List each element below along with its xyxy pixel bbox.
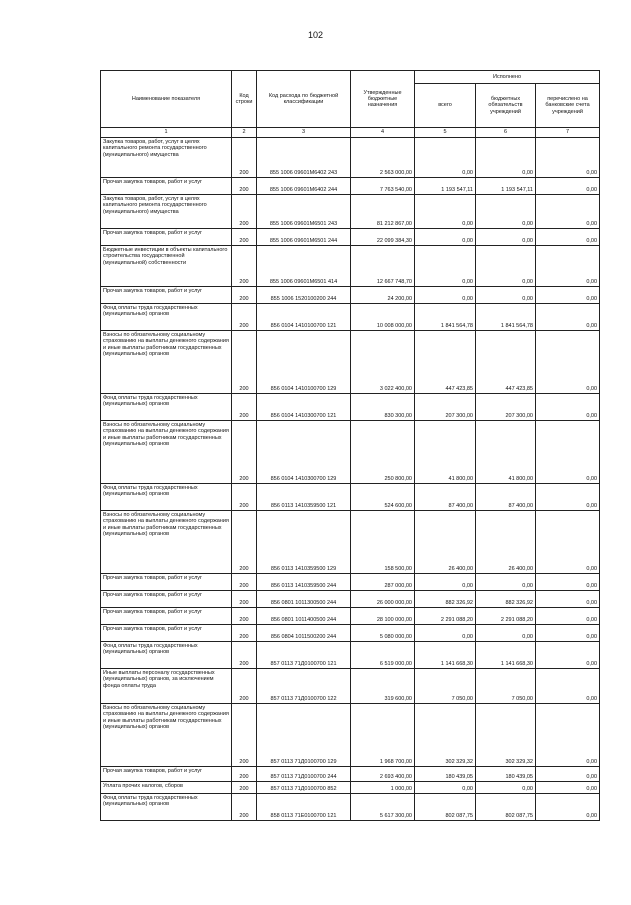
row-budget-cell: 0,00 <box>476 625 536 642</box>
table-row <box>101 246 600 287</box>
row-budget-cell: 0,00 <box>476 246 536 287</box>
row-code-cell: 200 <box>232 229 257 246</box>
row-budget-cell: 2 291 088,20 <box>476 608 536 625</box>
header-name: Наименование показателя <box>101 71 232 128</box>
column-number: 1 <box>101 128 232 138</box>
table-row <box>101 704 600 767</box>
row-bank-cell: 0,00 <box>536 794 600 821</box>
row-total-cell: 447 423,85 <box>415 331 476 394</box>
row-total-cell: 0,00 <box>415 138 476 178</box>
row-bank-cell: 0,00 <box>536 704 600 767</box>
row-bank-cell: 0,00 <box>536 574 600 591</box>
row-total-cell: 7 050,00 <box>415 669 476 704</box>
row-name-cell: Закупка товаров, работ, услуг в целях капитального ремонта государственного (муниципального) имущества <box>101 138 232 178</box>
row-name-cell: Прочая закупка товаров, работ и услуг <box>101 574 232 591</box>
row-code-cell: 200 <box>232 331 257 394</box>
row-approved-cell: 250 800,00 <box>351 421 415 484</box>
row-approved-cell: 81 212 867,00 <box>351 195 415 229</box>
row-bank-cell: 0,00 <box>536 625 600 642</box>
table-row <box>101 484 600 511</box>
row-approved-cell: 28 100 000,00 <box>351 608 415 625</box>
row-bank-cell: 0,00 <box>536 178 600 195</box>
row-budget-cell: 0,00 <box>476 287 536 304</box>
row-total-cell: 87 400,00 <box>415 484 476 511</box>
row-name-cell: Взносы по обязательному социальному страхованию на выплаты денежного содержания и иные выплаты работникам государственных (муниципальных) органов <box>101 511 232 574</box>
row-classification-cell: 855 1006 09601М6402 243 <box>257 138 351 178</box>
row-bank-cell: 0,00 <box>536 138 600 178</box>
row-budget-cell: 1 141 668,30 <box>476 642 536 669</box>
row-code-cell: 200 <box>232 642 257 669</box>
header-total: всего <box>415 84 476 128</box>
row-budget-cell: 26 400,00 <box>476 511 536 574</box>
table-row <box>101 642 600 669</box>
row-approved-cell: 2 693 400,00 <box>351 767 415 782</box>
row-total-cell: 207 300,00 <box>415 394 476 421</box>
header-approved: Утвержденные бюджетные назначения <box>351 71 415 128</box>
row-name-cell: Прочая закупка товаров, работ и услуг <box>101 178 232 195</box>
row-budget-cell: 882 326,92 <box>476 591 536 608</box>
column-number: 3 <box>257 128 351 138</box>
table-row <box>101 669 600 704</box>
row-code-cell: 200 <box>232 591 257 608</box>
row-bank-cell: 0,00 <box>536 642 600 669</box>
row-budget-cell: 180 439,05 <box>476 767 536 782</box>
row-bank-cell: 0,00 <box>536 304 600 331</box>
row-total-cell: 26 400,00 <box>415 511 476 574</box>
row-name-cell: Фонд оплаты труда государственных (муниципальных) органов <box>101 394 232 421</box>
row-total-cell: 0,00 <box>415 229 476 246</box>
header-executed-group: Исполнено <box>415 71 600 84</box>
row-classification-cell: 857 0113 71Д0100700 121 <box>257 642 351 669</box>
table-row <box>101 625 600 642</box>
row-code-cell: 200 <box>232 511 257 574</box>
row-classification-cell: 856 0113 1410359500 244 <box>257 574 351 591</box>
row-name-cell: Прочая закупка товаров, работ и услуг <box>101 767 232 782</box>
column-number: 7 <box>536 128 600 138</box>
row-name-cell: Прочая закупка товаров, работ и услуг <box>101 287 232 304</box>
column-number: 5 <box>415 128 476 138</box>
row-name-cell: Иные выплаты персоналу государственных (муниципальных) органов, за исключением фонда оплаты труда <box>101 669 232 704</box>
row-total-cell: 0,00 <box>415 574 476 591</box>
row-budget-cell: 1 841 564,78 <box>476 304 536 331</box>
row-name-cell: Бюджетные инвестиции в объекты капитального строительства государственной (муниципальной) собственности <box>101 246 232 287</box>
row-budget-cell: 41 800,00 <box>476 421 536 484</box>
row-approved-cell: 12 667 748,70 <box>351 246 415 287</box>
row-bank-cell: 0,00 <box>536 782 600 794</box>
table-row <box>101 794 600 821</box>
row-name-cell: Прочая закупка товаров, работ и услуг <box>101 229 232 246</box>
row-bank-cell: 0,00 <box>536 669 600 704</box>
row-code-cell: 200 <box>232 246 257 287</box>
row-classification-cell: 856 0104 1410100700 129 <box>257 331 351 394</box>
row-name-cell: Прочая закупка товаров, работ и услуг <box>101 625 232 642</box>
row-budget-cell: 0,00 <box>476 574 536 591</box>
table-row <box>101 287 600 304</box>
row-name-cell: Фонд оплаты труда государственных (муниципальных) органов <box>101 642 232 669</box>
row-name-cell: Фонд оплаты труда государственных (муниципальных) органов <box>101 484 232 511</box>
row-code-cell: 200 <box>232 287 257 304</box>
row-classification-cell: 857 0113 71Д0100700 244 <box>257 767 351 782</box>
row-code-cell: 200 <box>232 767 257 782</box>
row-classification-cell: 856 0104 1410300700 121 <box>257 394 351 421</box>
row-approved-cell: 22 099 384,30 <box>351 229 415 246</box>
table-row <box>101 178 600 195</box>
row-bank-cell: 0,00 <box>536 608 600 625</box>
row-classification-cell: 856 0104 1410100700 121 <box>257 304 351 331</box>
header-code: Код строки <box>232 71 257 128</box>
row-approved-cell: 24 200,00 <box>351 287 415 304</box>
row-approved-cell: 5 080 000,00 <box>351 625 415 642</box>
row-approved-cell: 1 968 700,00 <box>351 704 415 767</box>
row-bank-cell: 0,00 <box>536 229 600 246</box>
row-approved-cell: 830 300,00 <box>351 394 415 421</box>
row-approved-cell: 10 008 000,00 <box>351 304 415 331</box>
row-classification-cell: 856 0113 1410359500 129 <box>257 511 351 574</box>
row-total-cell: 0,00 <box>415 782 476 794</box>
row-bank-cell: 0,00 <box>536 287 600 304</box>
table-row <box>101 304 600 331</box>
row-total-cell: 0,00 <box>415 246 476 287</box>
row-total-cell: 0,00 <box>415 287 476 304</box>
table-row <box>101 767 600 782</box>
table-row <box>101 394 600 421</box>
row-approved-cell: 3 022 400,00 <box>351 331 415 394</box>
row-budget-cell: 802 087,75 <box>476 794 536 821</box>
row-code-cell: 200 <box>232 704 257 767</box>
row-approved-cell: 2 563 000,00 <box>351 138 415 178</box>
row-code-cell: 200 <box>232 794 257 821</box>
row-approved-cell: 524 600,00 <box>351 484 415 511</box>
row-code-cell: 200 <box>232 195 257 229</box>
row-total-cell: 0,00 <box>415 625 476 642</box>
row-code-cell: 200 <box>232 394 257 421</box>
row-name-cell: Фонд оплаты труда государственных (муниципальных) органов <box>101 794 232 821</box>
row-name-cell: Взносы по обязательному социальному страхованию на выплаты денежного содержания и иные выплаты работникам государственных (муниципальных) органов <box>101 331 232 394</box>
row-name-cell: Уплата прочих налогов, сборов <box>101 782 232 794</box>
row-classification-cell: 857 0113 71Д0100700 122 <box>257 669 351 704</box>
table-body <box>101 138 600 821</box>
row-budget-cell: 1 193 547,11 <box>476 178 536 195</box>
row-budget-cell: 0,00 <box>476 138 536 178</box>
row-approved-cell: 26 000 000,00 <box>351 591 415 608</box>
row-code-cell: 200 <box>232 421 257 484</box>
row-classification-cell: 855 1006 09601М6402 244 <box>257 178 351 195</box>
row-code-cell: 200 <box>232 608 257 625</box>
row-budget-cell: 7 050,00 <box>476 669 536 704</box>
row-name-cell: Фонд оплаты труда государственных (муниципальных) органов <box>101 304 232 331</box>
row-approved-cell: 158 500,00 <box>351 511 415 574</box>
row-code-cell: 200 <box>232 782 257 794</box>
row-name-cell: Взносы по обязательному социальному страхованию на выплаты денежного содержания и иные выплаты работникам государственных (муниципальных) органов <box>101 421 232 484</box>
row-total-cell: 1 193 547,11 <box>415 178 476 195</box>
row-total-cell: 1 141 668,30 <box>415 642 476 669</box>
row-approved-cell: 5 617 300,00 <box>351 794 415 821</box>
row-bank-cell: 0,00 <box>536 421 600 484</box>
row-total-cell: 0,00 <box>415 195 476 229</box>
table-row <box>101 229 600 246</box>
table-row <box>101 782 600 794</box>
row-budget-cell: 447 423,85 <box>476 331 536 394</box>
row-classification-cell: 855 1006 1520100200 244 <box>257 287 351 304</box>
header-classification: Код расхода по бюджетной классификации <box>257 71 351 128</box>
column-number: 2 <box>232 128 257 138</box>
row-classification-cell: 856 0801 1011400500 244 <box>257 608 351 625</box>
row-budget-cell: 0,00 <box>476 229 536 246</box>
row-code-cell: 200 <box>232 669 257 704</box>
table-row <box>101 331 600 394</box>
row-approved-cell: 319 600,00 <box>351 669 415 704</box>
row-total-cell: 882 326,92 <box>415 591 476 608</box>
row-bank-cell: 0,00 <box>536 484 600 511</box>
row-classification-cell: 856 0113 1410359500 121 <box>257 484 351 511</box>
row-bank-cell: 0,00 <box>536 767 600 782</box>
row-code-cell: 200 <box>232 304 257 331</box>
row-bank-cell: 0,00 <box>536 511 600 574</box>
column-number: 6 <box>476 128 536 138</box>
row-code-cell: 200 <box>232 484 257 511</box>
table-row <box>101 608 600 625</box>
row-bank-cell: 0,00 <box>536 591 600 608</box>
row-classification-cell: 857 0113 71Д0100700 852 <box>257 782 351 794</box>
row-approved-cell: 287 000,00 <box>351 574 415 591</box>
row-budget-cell: 87 400,00 <box>476 484 536 511</box>
table-header-row <box>101 71 600 84</box>
row-classification-cell: 856 0804 1011500200 244 <box>257 625 351 642</box>
budget-execution-table <box>100 70 600 821</box>
row-code-cell: 200 <box>232 625 257 642</box>
table-row <box>101 511 600 574</box>
row-total-cell: 1 841 564,78 <box>415 304 476 331</box>
row-total-cell: 302 329,32 <box>415 704 476 767</box>
row-name-cell: Взносы по обязательному социальному страхованию на выплаты денежного содержания и иные выплаты работникам государственных (муниципальных) органов <box>101 704 232 767</box>
row-classification-cell: 857 0113 71Д0100700 129 <box>257 704 351 767</box>
row-budget-cell: 207 300,00 <box>476 394 536 421</box>
row-name-cell: Прочая закупка товаров, работ и услуг <box>101 591 232 608</box>
row-approved-cell: 7 763 540,00 <box>351 178 415 195</box>
header-bank-accounts: перечислено на банковские счета учреждений <box>536 84 600 128</box>
table-row <box>101 591 600 608</box>
header-budget-obligations: бюджетных обязательств учреждений <box>476 84 536 128</box>
row-bank-cell: 0,00 <box>536 246 600 287</box>
table-row <box>101 138 600 178</box>
row-bank-cell: 0,00 <box>536 195 600 229</box>
column-number: 4 <box>351 128 415 138</box>
row-approved-cell: 6 519 000,00 <box>351 642 415 669</box>
table-row <box>101 421 600 484</box>
row-total-cell: 802 087,75 <box>415 794 476 821</box>
row-bank-cell: 0,00 <box>536 331 600 394</box>
row-classification-cell: 858 0113 71Е0100700 121 <box>257 794 351 821</box>
row-classification-cell: 855 1006 09601М6501 414 <box>257 246 351 287</box>
row-code-cell: 200 <box>232 574 257 591</box>
row-code-cell: 200 <box>232 138 257 178</box>
row-classification-cell: 856 0801 1011300500 244 <box>257 591 351 608</box>
row-classification-cell: 855 1006 09601М6501 244 <box>257 229 351 246</box>
row-name-cell: Закупка товаров, работ, услуг в целях капитального ремонта государственного (муниципального) имущества <box>101 195 232 229</box>
row-budget-cell: 0,00 <box>476 195 536 229</box>
row-total-cell: 2 291 088,20 <box>415 608 476 625</box>
row-approved-cell: 1 000,00 <box>351 782 415 794</box>
table-row <box>101 195 600 229</box>
row-budget-cell: 302 329,32 <box>476 704 536 767</box>
row-code-cell: 200 <box>232 178 257 195</box>
table-row <box>101 574 600 591</box>
row-total-cell: 180 439,05 <box>415 767 476 782</box>
row-total-cell: 41 800,00 <box>415 421 476 484</box>
row-classification-cell: 855 1006 09601М6501 243 <box>257 195 351 229</box>
column-number-row <box>101 128 600 138</box>
row-bank-cell: 0,00 <box>536 394 600 421</box>
page-number: 102 <box>307 30 324 40</box>
row-budget-cell: 0,00 <box>476 782 536 794</box>
row-name-cell: Прочая закупка товаров, работ и услуг <box>101 608 232 625</box>
row-classification-cell: 856 0104 1410300700 129 <box>257 421 351 484</box>
